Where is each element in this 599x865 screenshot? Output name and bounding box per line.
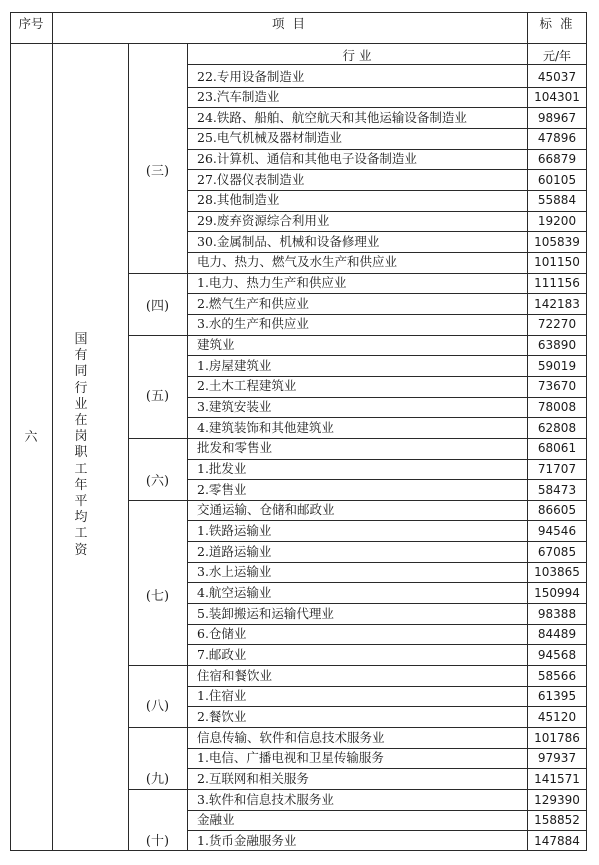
row-label: 7.邮政业	[197, 646, 247, 662]
industry-subheader: 行 业	[342, 48, 372, 63]
row-label: 1.电信、广播电视和卫星传输服务	[197, 750, 384, 766]
row-value: 61395	[537, 689, 577, 704]
row-label: 1.批发业	[197, 461, 247, 476]
row-label: 住宿和餐饮业	[197, 667, 273, 683]
row-value: 129390	[534, 792, 580, 807]
row-label: 28.其他制造业	[197, 192, 280, 208]
row-value: 66879	[537, 152, 577, 167]
row-label: 29.废弃资源综合利用业	[197, 213, 330, 229]
row-value: 105839	[534, 234, 580, 249]
row-value: 101786	[534, 730, 580, 745]
row-value: 97937	[537, 751, 577, 766]
group-label: (六)	[145, 474, 170, 489]
row-label: 2.土木工程建筑业	[197, 378, 297, 394]
row-value: 62808	[537, 420, 577, 435]
row-value: 73670	[537, 379, 577, 394]
row-label: 24.铁路、船舶、航空航天和其他运输设备制造业	[197, 109, 467, 125]
row-value: 58566	[537, 668, 577, 683]
group-divider	[128, 335, 187, 336]
row-label: 3.软件和信息技术服务业	[197, 791, 334, 807]
row-value: 68061	[537, 441, 577, 456]
row-label: 6.仓储业	[197, 626, 247, 642]
row-label: 金融业	[197, 812, 235, 828]
row-value: 47896	[537, 131, 577, 146]
row-value: 98388	[537, 606, 577, 621]
section-number: 六	[24, 430, 38, 445]
row-label: 1.电力、热力生产和供应业	[197, 275, 347, 291]
row-label: 2.零售业	[197, 481, 247, 497]
row-label: 30.金属制品、机械和设备修理业	[197, 233, 380, 249]
row-value: 147884	[534, 833, 580, 848]
unit-label: 元/年	[542, 49, 572, 63]
row-value: 59019	[537, 358, 577, 373]
row-value: 67085	[537, 544, 577, 559]
row-label: 25.电气机械及器材制造业	[197, 130, 342, 146]
group-label: (四)	[145, 299, 170, 314]
row-value: 45037	[537, 69, 577, 84]
row-label: 3.水的生产和供应业	[197, 316, 309, 332]
wage-standard-table	[10, 12, 587, 851]
group-label: (八)	[145, 699, 170, 714]
header-standard: 标 准	[539, 16, 575, 31]
row-label: 26.计算机、通信和其他电子设备制造业	[197, 151, 417, 167]
row-label: 2.餐饮业	[197, 708, 247, 724]
row-label: 电力、热力、燃气及水生产和供应业	[197, 254, 398, 270]
row-value: 158852	[534, 813, 580, 828]
row-label: 23.汽车制造业	[197, 89, 280, 105]
row-label: 2.燃气生产和供应业	[197, 295, 309, 311]
row-value: 55884	[537, 193, 577, 208]
row-value: 150994	[534, 585, 580, 600]
row-label: 27.仪器仪表制造业	[197, 171, 305, 187]
group-label: (九)	[145, 772, 170, 787]
row-value: 101150	[534, 255, 580, 270]
section-title-vertical: 国 有 同 行 业 在 岗 职 工 年 平 均 工 资	[74, 332, 88, 558]
row-label: 1.铁路运输业	[197, 522, 272, 538]
row-value: 86605	[537, 503, 577, 518]
row-value: 103865	[534, 565, 580, 580]
row-value: 94546	[537, 523, 577, 538]
row-value: 98967	[537, 110, 577, 125]
row-label: 4.航空运输业	[197, 584, 272, 600]
row-value: 71707	[537, 462, 577, 476]
group-divider	[128, 500, 187, 501]
row-value: 72270	[537, 317, 577, 332]
row-label: 5.装卸搬运和运输代理业	[197, 605, 334, 621]
row-value: 58473	[537, 482, 577, 497]
row-value: 45120	[537, 709, 577, 724]
group-label: (七)	[145, 589, 170, 604]
group-divider	[128, 665, 187, 666]
col-divider-item	[187, 44, 188, 851]
row-value: 63890	[537, 338, 577, 353]
row-value: 84489	[537, 627, 577, 642]
row-label: 1.房屋建筑业	[197, 357, 272, 373]
row-label: 22.专用设备制造业	[197, 68, 305, 84]
row-label: 2.互联网和相关服务	[197, 770, 309, 786]
row-value: 142183	[534, 296, 580, 311]
group-divider	[128, 438, 187, 439]
row-value: 141571	[534, 771, 580, 786]
row-value: 78008	[537, 400, 577, 415]
row-value: 111156	[534, 276, 580, 291]
group-divider	[128, 727, 187, 728]
row-label: 批发和零售业	[197, 440, 273, 456]
header-item: 项 目	[272, 16, 307, 31]
row-label: 1.货币金融服务业	[197, 832, 297, 848]
row-label: 4.建筑装饰和其他建筑业	[197, 419, 334, 435]
row-value: 104301	[534, 90, 580, 105]
row-label: 3.建筑安装业	[197, 399, 272, 415]
row-label: 建筑业	[197, 337, 235, 353]
row-label: 交通运输、仓储和邮政业	[197, 502, 335, 518]
group-divider	[128, 273, 187, 274]
row-label: 3.水上运输业	[197, 564, 272, 580]
row-label: 信息传输、软件和信息技术服务业	[197, 729, 385, 745]
row-label: 2.道路运输业	[197, 543, 272, 559]
row-value: 19200	[537, 214, 577, 229]
header-seq: 序号	[18, 16, 44, 31]
col-divider-seq	[52, 12, 53, 851]
group-label: (三)	[145, 164, 170, 179]
group-label: (五)	[145, 389, 170, 404]
row-label: 1.住宿业	[197, 688, 247, 704]
row-value: 60105	[537, 172, 577, 187]
row-value: 94568	[537, 647, 577, 662]
group-label: (十)	[145, 834, 170, 849]
